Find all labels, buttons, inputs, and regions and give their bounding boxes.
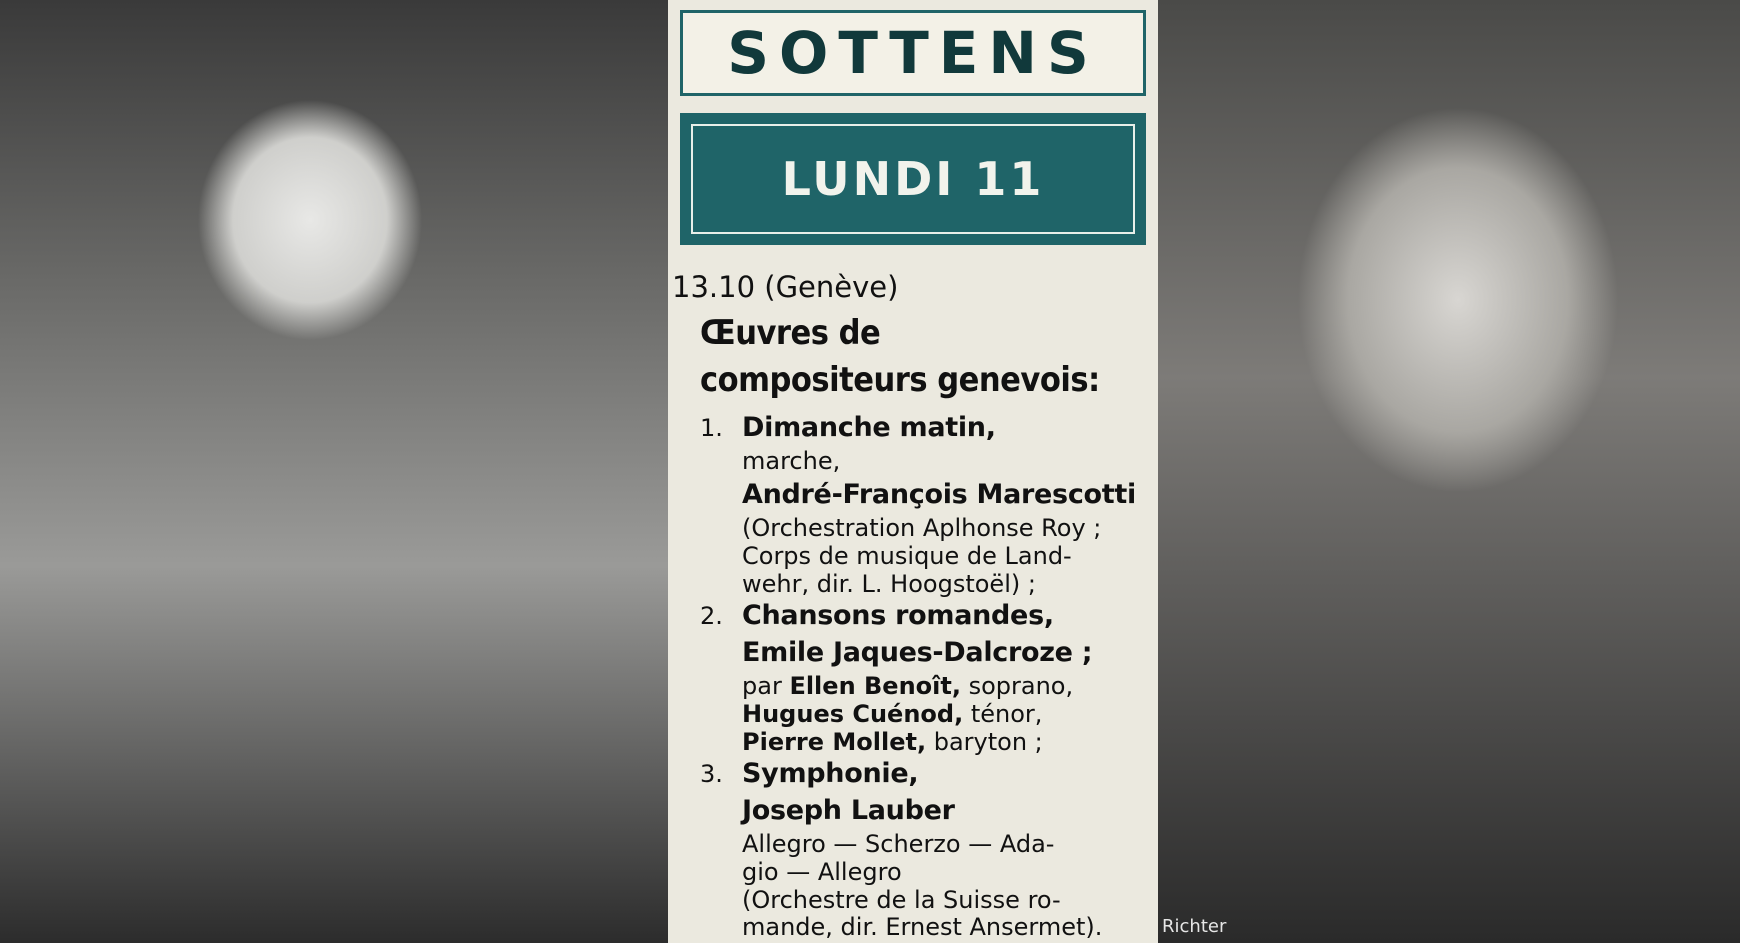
performer-line-2 — [742, 700, 1042, 728]
item-composer-1: André-François Marescotti — [742, 479, 1136, 510]
performer-prefix: par — [742, 672, 790, 700]
item-number-2: 2. — [700, 602, 723, 630]
day-header — [680, 113, 1146, 245]
day-header-frame — [691, 124, 1135, 234]
item-number-3: 3. — [700, 760, 723, 788]
performer-role: soprano, — [960, 672, 1074, 700]
item-note-3-4: mande, dir. Ernest Ansermet). — [742, 913, 1103, 941]
performer-name: Hugues Cuénod, — [742, 700, 964, 728]
performer-line-1 — [742, 672, 1073, 700]
program-heading-line-1: Œuvres de — [700, 313, 881, 353]
performer-role: ténor, — [963, 700, 1043, 728]
day-label: LUNDI 11 — [781, 152, 1045, 206]
broadcast-time-line — [672, 270, 898, 304]
station-header — [680, 10, 1146, 96]
broadcast-time: 13.10 — [672, 270, 756, 304]
item-title-3: Symphonie, — [742, 758, 919, 789]
item-note-1-3: wehr, dir. L. Hoogstoël) ; — [742, 570, 1036, 598]
photo-credit: Richter — [1162, 916, 1227, 937]
item-note-3-3: (Orchestre de la Suisse ro- — [742, 886, 1061, 914]
performer-name: Ellen Benoît, — [789, 672, 961, 700]
item-composer-3: Joseph Lauber — [742, 795, 955, 826]
program-heading-line-2: compositeurs genevois: — [700, 360, 1100, 400]
portrait-photo-right — [1158, 0, 1740, 943]
performer-name: Pierre Mollet, — [742, 728, 927, 756]
item-note-3-2: gio — Allegro — [742, 858, 902, 886]
item-note-3-1: Allegro — Scherzo — Ada- — [742, 830, 1055, 858]
station-name: SOTTENS — [727, 19, 1099, 87]
item-note-1-2: Corps de musique de Land- — [742, 542, 1072, 570]
radio-listing — [668, 0, 1158, 943]
performer-line-3 — [742, 728, 1043, 756]
broadcast-origin: (Genève) — [764, 270, 899, 304]
item-title-1: Dimanche matin, — [742, 412, 996, 443]
item-composer-2: Emile Jaques-Dalcroze ; — [742, 637, 1093, 668]
performer-role: baryton ; — [926, 728, 1043, 756]
item-title-2: Chansons romandes, — [742, 600, 1054, 631]
item-note-1-1: (Orchestration Aplhonse Roy ; — [742, 514, 1102, 542]
item-subtitle-1: marche, — [742, 447, 841, 475]
item-number-1: 1. — [700, 414, 723, 442]
portrait-photo-left — [0, 0, 668, 943]
